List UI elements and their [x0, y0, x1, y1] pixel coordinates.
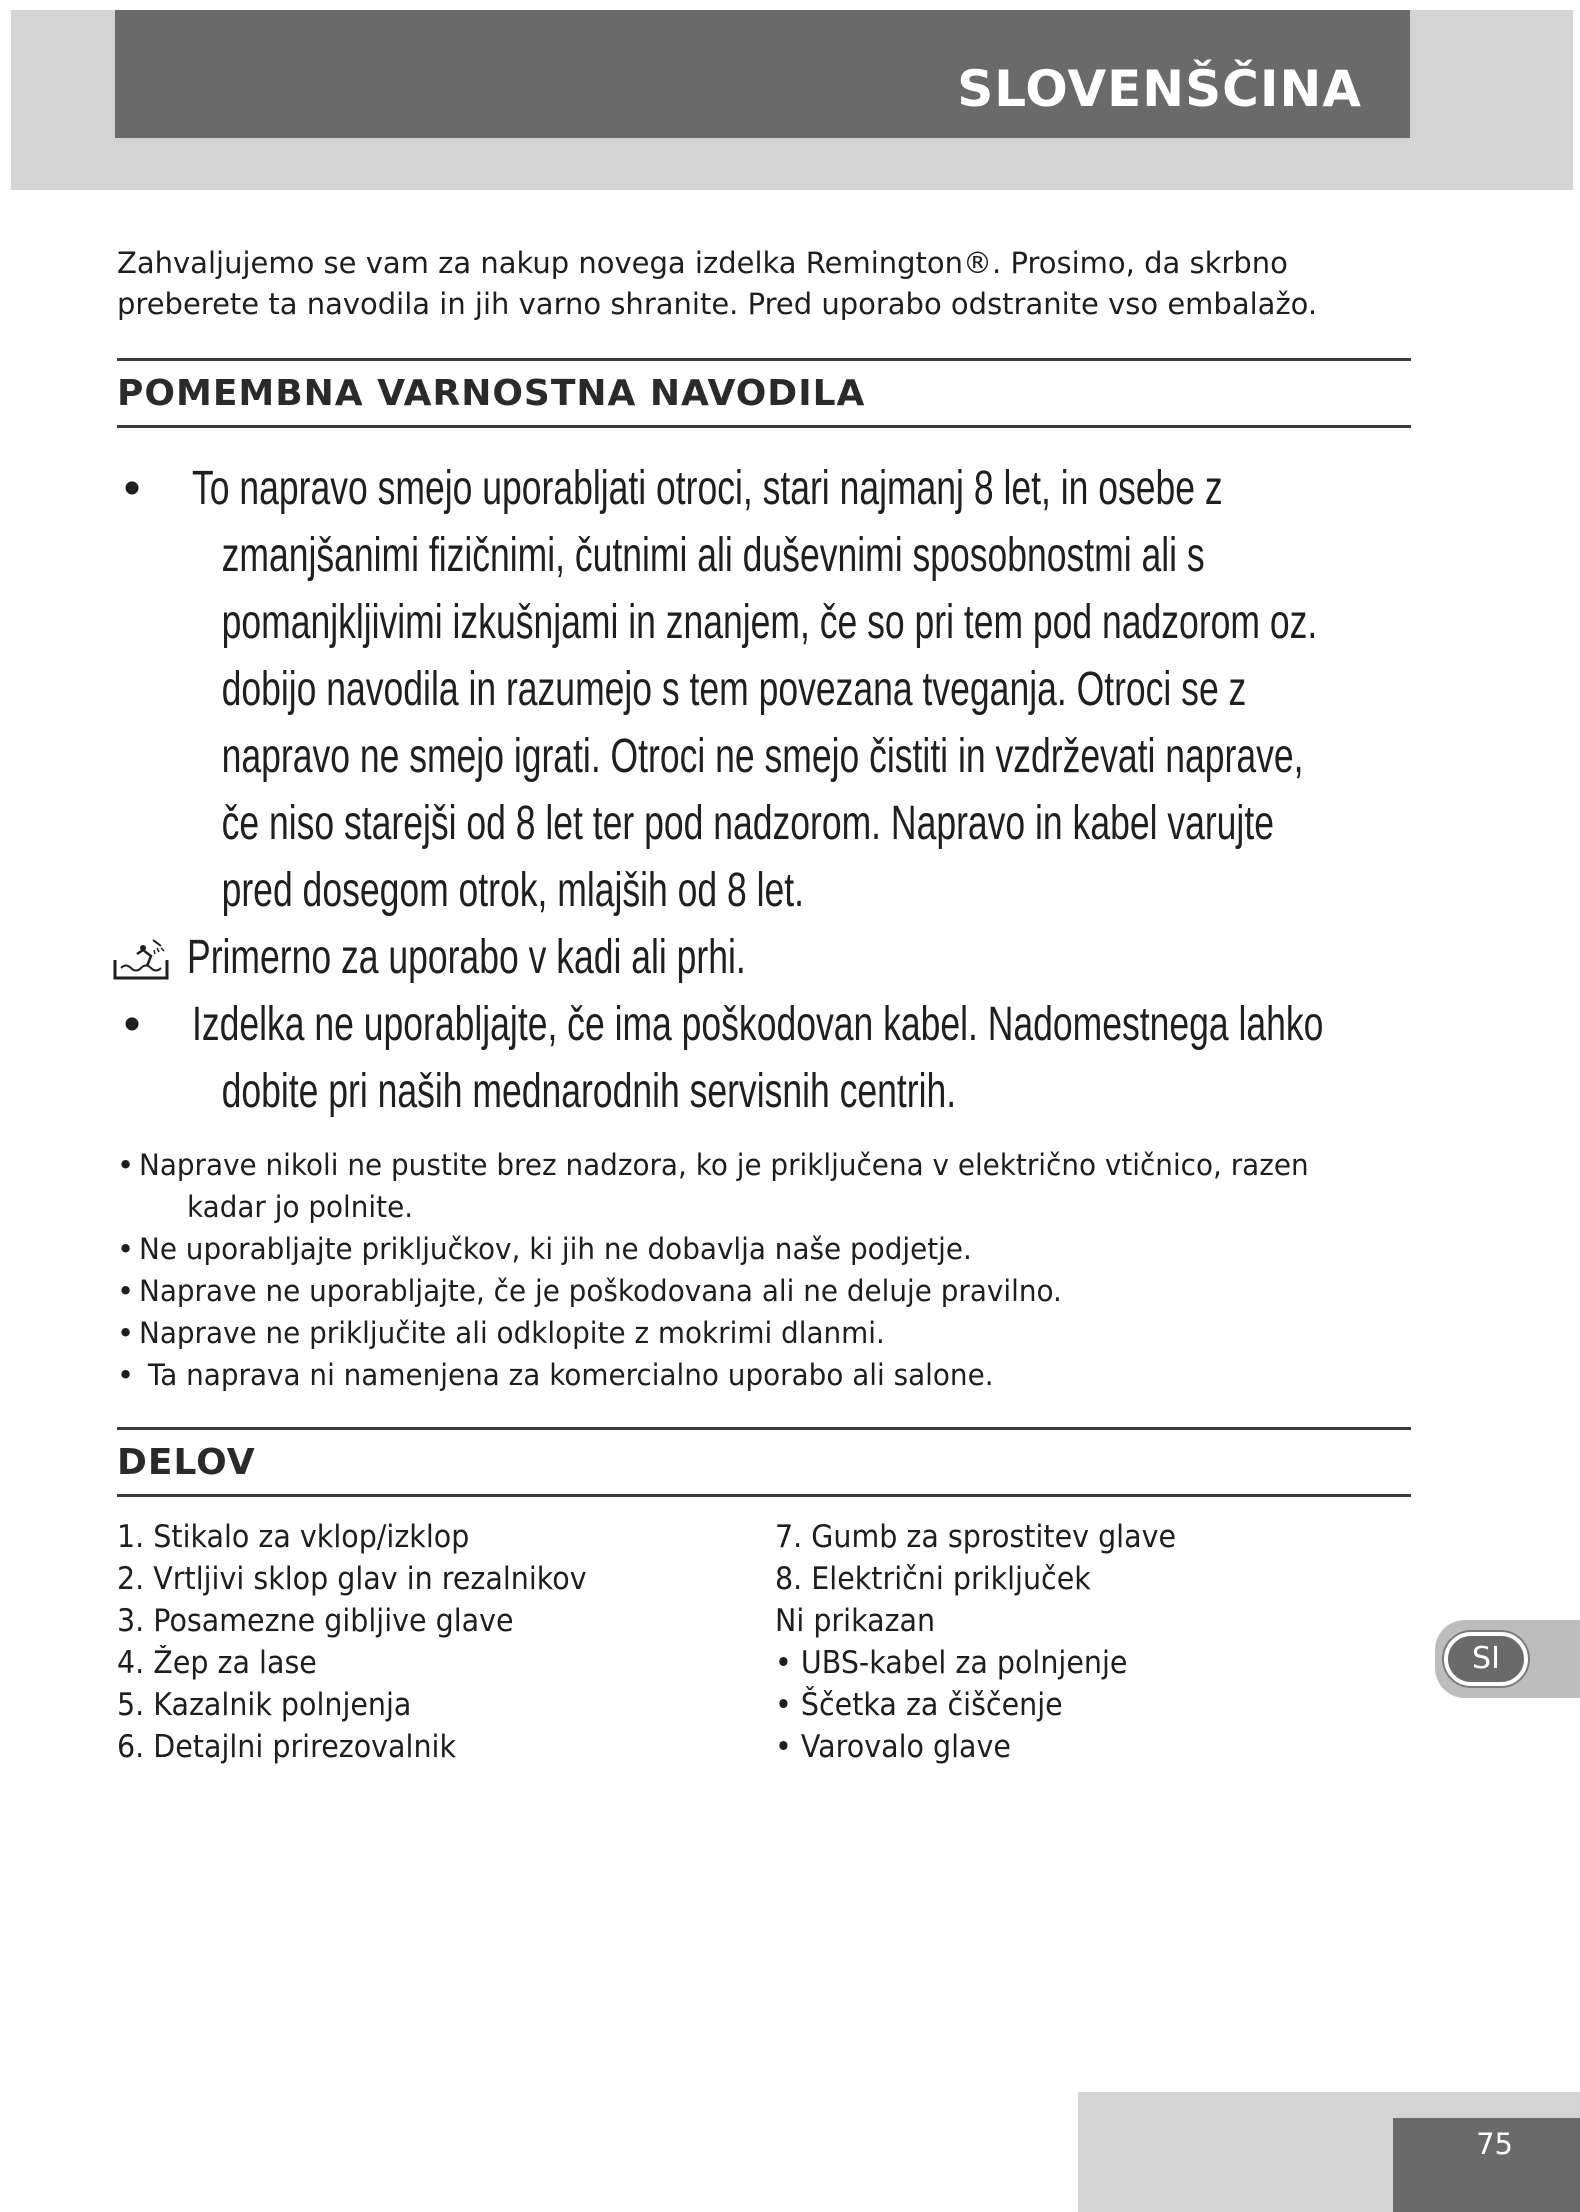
list-item: Ni prikazan	[775, 1603, 936, 1639]
list-item: • UBS-kabel za polnjenje	[775, 1645, 1128, 1681]
list-item-continuation: dobite pri naših mednarodnih servisnih centrih.	[221, 1065, 957, 1118]
list-item	[117, 1312, 1417, 1354]
list-item	[117, 1228, 1417, 1270]
intro-paragraph: Zahvaljujemo se vam za nakup novega izdelka Remington®. Prosimo, da skrbno preberete ta navodila in jih varno shranite. Pred uporabo odstranite vso embalažo.	[117, 246, 1318, 321]
bullet: •	[123, 462, 141, 515]
section-rule-bottom	[117, 425, 1411, 428]
list-item-text: Primerno za uporabo v kadi ali prhi.	[187, 931, 746, 984]
list-item-text: Izdelka ne uporabljajte, če ima poškodovan kabel. Nadomestnega lahko	[192, 998, 1324, 1051]
list-item	[117, 1144, 1417, 1228]
page-number: 75	[1476, 2127, 1513, 2161]
list-item: 1. Stikalo za vklop/izklop	[117, 1519, 470, 1555]
section-rule-top	[117, 358, 1411, 361]
bullet: •	[117, 1358, 135, 1392]
list-item: 3. Posamezne gibljive glave	[117, 1603, 514, 1639]
safety-large-list	[117, 455, 1417, 1125]
parts-list-right	[775, 1516, 1211, 1768]
list-item-text: To napravo smejo uporabljati otroci, stari najmanj 8 let, in osebe z	[192, 462, 1223, 515]
bath-shower-icon	[113, 938, 169, 982]
list-item-text: Naprave nikoli ne pustite brez nadzora, ko je priključena v električno vtičnico, razen	[139, 1148, 1309, 1182]
parts-heading: DELOV	[117, 1442, 256, 1483]
section-rule-bottom	[117, 1494, 1411, 1497]
page-title: SLOVENŠČINA	[957, 60, 1362, 118]
bullet: •	[117, 1274, 135, 1308]
bullet: •	[117, 1316, 135, 1350]
safety-small-list	[117, 1144, 1417, 1396]
list-item	[117, 455, 1417, 924]
list-item: • Ščetka za čiščenje	[775, 1687, 1063, 1723]
list-item: 5. Kazalnik polnjenja	[117, 1687, 412, 1723]
list-item: 4. Žep za lase	[117, 1645, 317, 1681]
list-item-continuation: zmanjšanimi fizičnimi, čutnimi ali duševnimi sposobnostmi ali s pomanjkljivimi izkušnjami in znanjem, če so pri tem pod nadzorom oz. dobijo navodila in razumejo s tem povezana tveganja. Otroci se z napravo ne smejo igrati. Otroci ne smejo čistiti in vzdrževati naprave, če niso starejši od 8 let ter pod nadzorom. Napravo in kabel varujte pred dosegom otrok, mlajših od 8 let.	[221, 529, 1318, 917]
list-item: • Varovalo glave	[775, 1729, 1011, 1765]
list-item	[117, 1270, 1417, 1312]
list-item-text: Ta naprava ni namenjena za komercialno uporabo ali salone.	[139, 1358, 994, 1392]
list-item	[117, 991, 1417, 1125]
bullet: •	[117, 1232, 135, 1266]
list-item	[117, 1354, 1417, 1396]
section-rule-top	[117, 1427, 1411, 1430]
list-item-text: Naprave ne priključite ali odklopite z mokrimi dlanmi.	[139, 1316, 885, 1350]
list-item-continuation: kadar jo polnite.	[187, 1190, 414, 1224]
list-item: 2. Vrtljivi sklop glav in rezalnikov	[117, 1561, 587, 1597]
list-item: 8. Električni priključek	[775, 1561, 1091, 1597]
list-item: 7. Gumb za sprostitev glave	[775, 1519, 1177, 1555]
parts-list-left	[117, 1516, 627, 1768]
bullet: •	[117, 1148, 135, 1182]
list-item-text: Naprave ne uporabljajte, če je poškodovana ali ne deluje pravilno.	[139, 1274, 1062, 1308]
list-item	[117, 924, 1417, 991]
safety-heading: POMEMBNA VARNOSTNA NAVODILA	[117, 373, 866, 414]
language-badge: SI	[1444, 1632, 1528, 1686]
list-item: 6. Detajlni prirezovalnik	[117, 1729, 456, 1765]
list-item-text: Ne uporabljajte priključkov, ki jih ne dobavlja naše podjetje.	[139, 1232, 972, 1266]
bullet: •	[123, 998, 141, 1051]
header-bar	[115, 10, 1410, 138]
